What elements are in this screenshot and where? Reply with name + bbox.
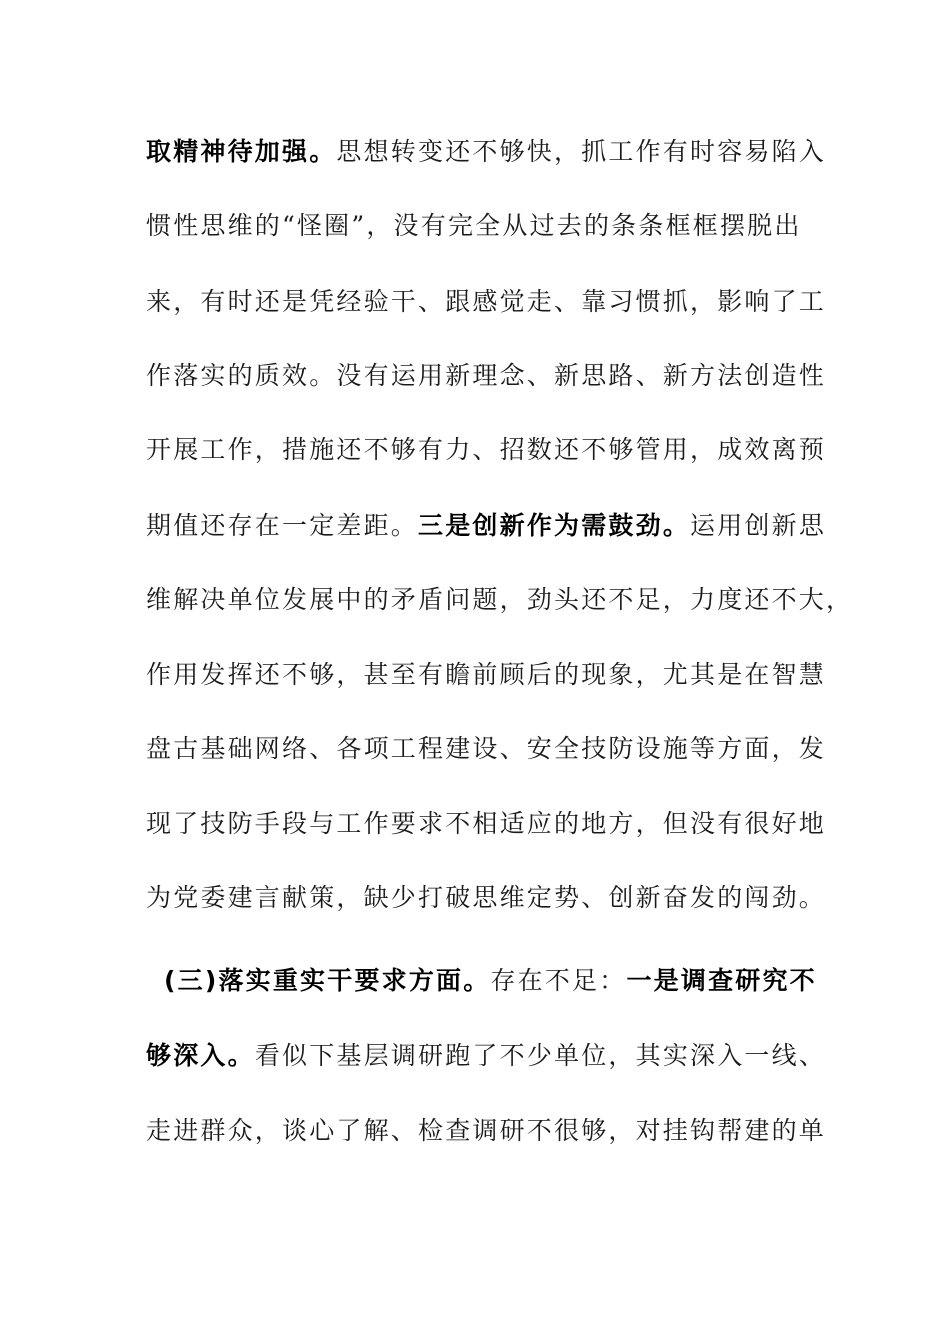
text-line: [146, 878, 826, 918]
text-span: 思想转变还不够快，抓工作有时容易陷入: [336, 137, 827, 166]
text-line: [146, 655, 826, 695]
text-line: [146, 430, 826, 470]
text-span: 来，有时还是凭经验干、跟感觉走、靠习惯抓，影响了工: [146, 287, 827, 316]
bold-phrase: 一是调查研究不: [626, 966, 817, 995]
text-span: 盘古基础网络、各项工程建设、安全技防设施等方面，发: [146, 734, 827, 763]
text-line: [146, 1036, 826, 1076]
text-span: 作落实的质效。没有运用新理念、新思路、新方法创造性: [146, 361, 827, 390]
text-line: [146, 506, 826, 546]
text-span: 存在不足：: [490, 966, 627, 995]
text-line: [146, 132, 826, 172]
text-span: 看似下基层调研跑了不少单位，其实深入一线、: [254, 1041, 827, 1070]
section-heading: (三)落实重实干要求方面。: [164, 966, 491, 995]
text-span: 现了技防手段与工作要求不相适应的地方，但没有很好地: [146, 809, 827, 838]
bold-phrase: 够深入。: [146, 1041, 255, 1070]
text-span: 运用创新思: [690, 511, 827, 540]
bold-phrase: 取精神待加强。: [146, 137, 337, 166]
text-line: [146, 1111, 826, 1151]
text-span: 开展工作，措施还不够有力、招数还不够管用，成效离预: [146, 435, 827, 464]
text-line: [146, 206, 826, 246]
text-span: 惯性思维的“怪圈”，没有完全从过去的条条框框摆脱出: [146, 211, 802, 240]
bold-phrase: 三是创新作为需鼓劲。: [418, 511, 691, 540]
text-line: [146, 282, 826, 322]
text-line: [164, 961, 844, 1001]
text-span: 期值还存在一定差距。: [146, 511, 419, 540]
text-line: [146, 356, 826, 396]
text-span: 维解决单位发展中的矛盾问题，劲头还不足，力度还不大，: [146, 585, 854, 614]
text-span: 作用发挥还不够，甚至有瞻前顾后的现象，尤其是在智慧: [146, 660, 827, 689]
text-line: [146, 580, 854, 620]
text-span: 走进群众，谈心了解、检查调研不很够，对挂钩帮建的单: [146, 1116, 827, 1145]
text-line: [146, 729, 826, 769]
text-span: 为党委建言献策，缺少打破思维定势、创新奋发的闯劲。: [146, 883, 827, 912]
text-line: [146, 804, 826, 844]
